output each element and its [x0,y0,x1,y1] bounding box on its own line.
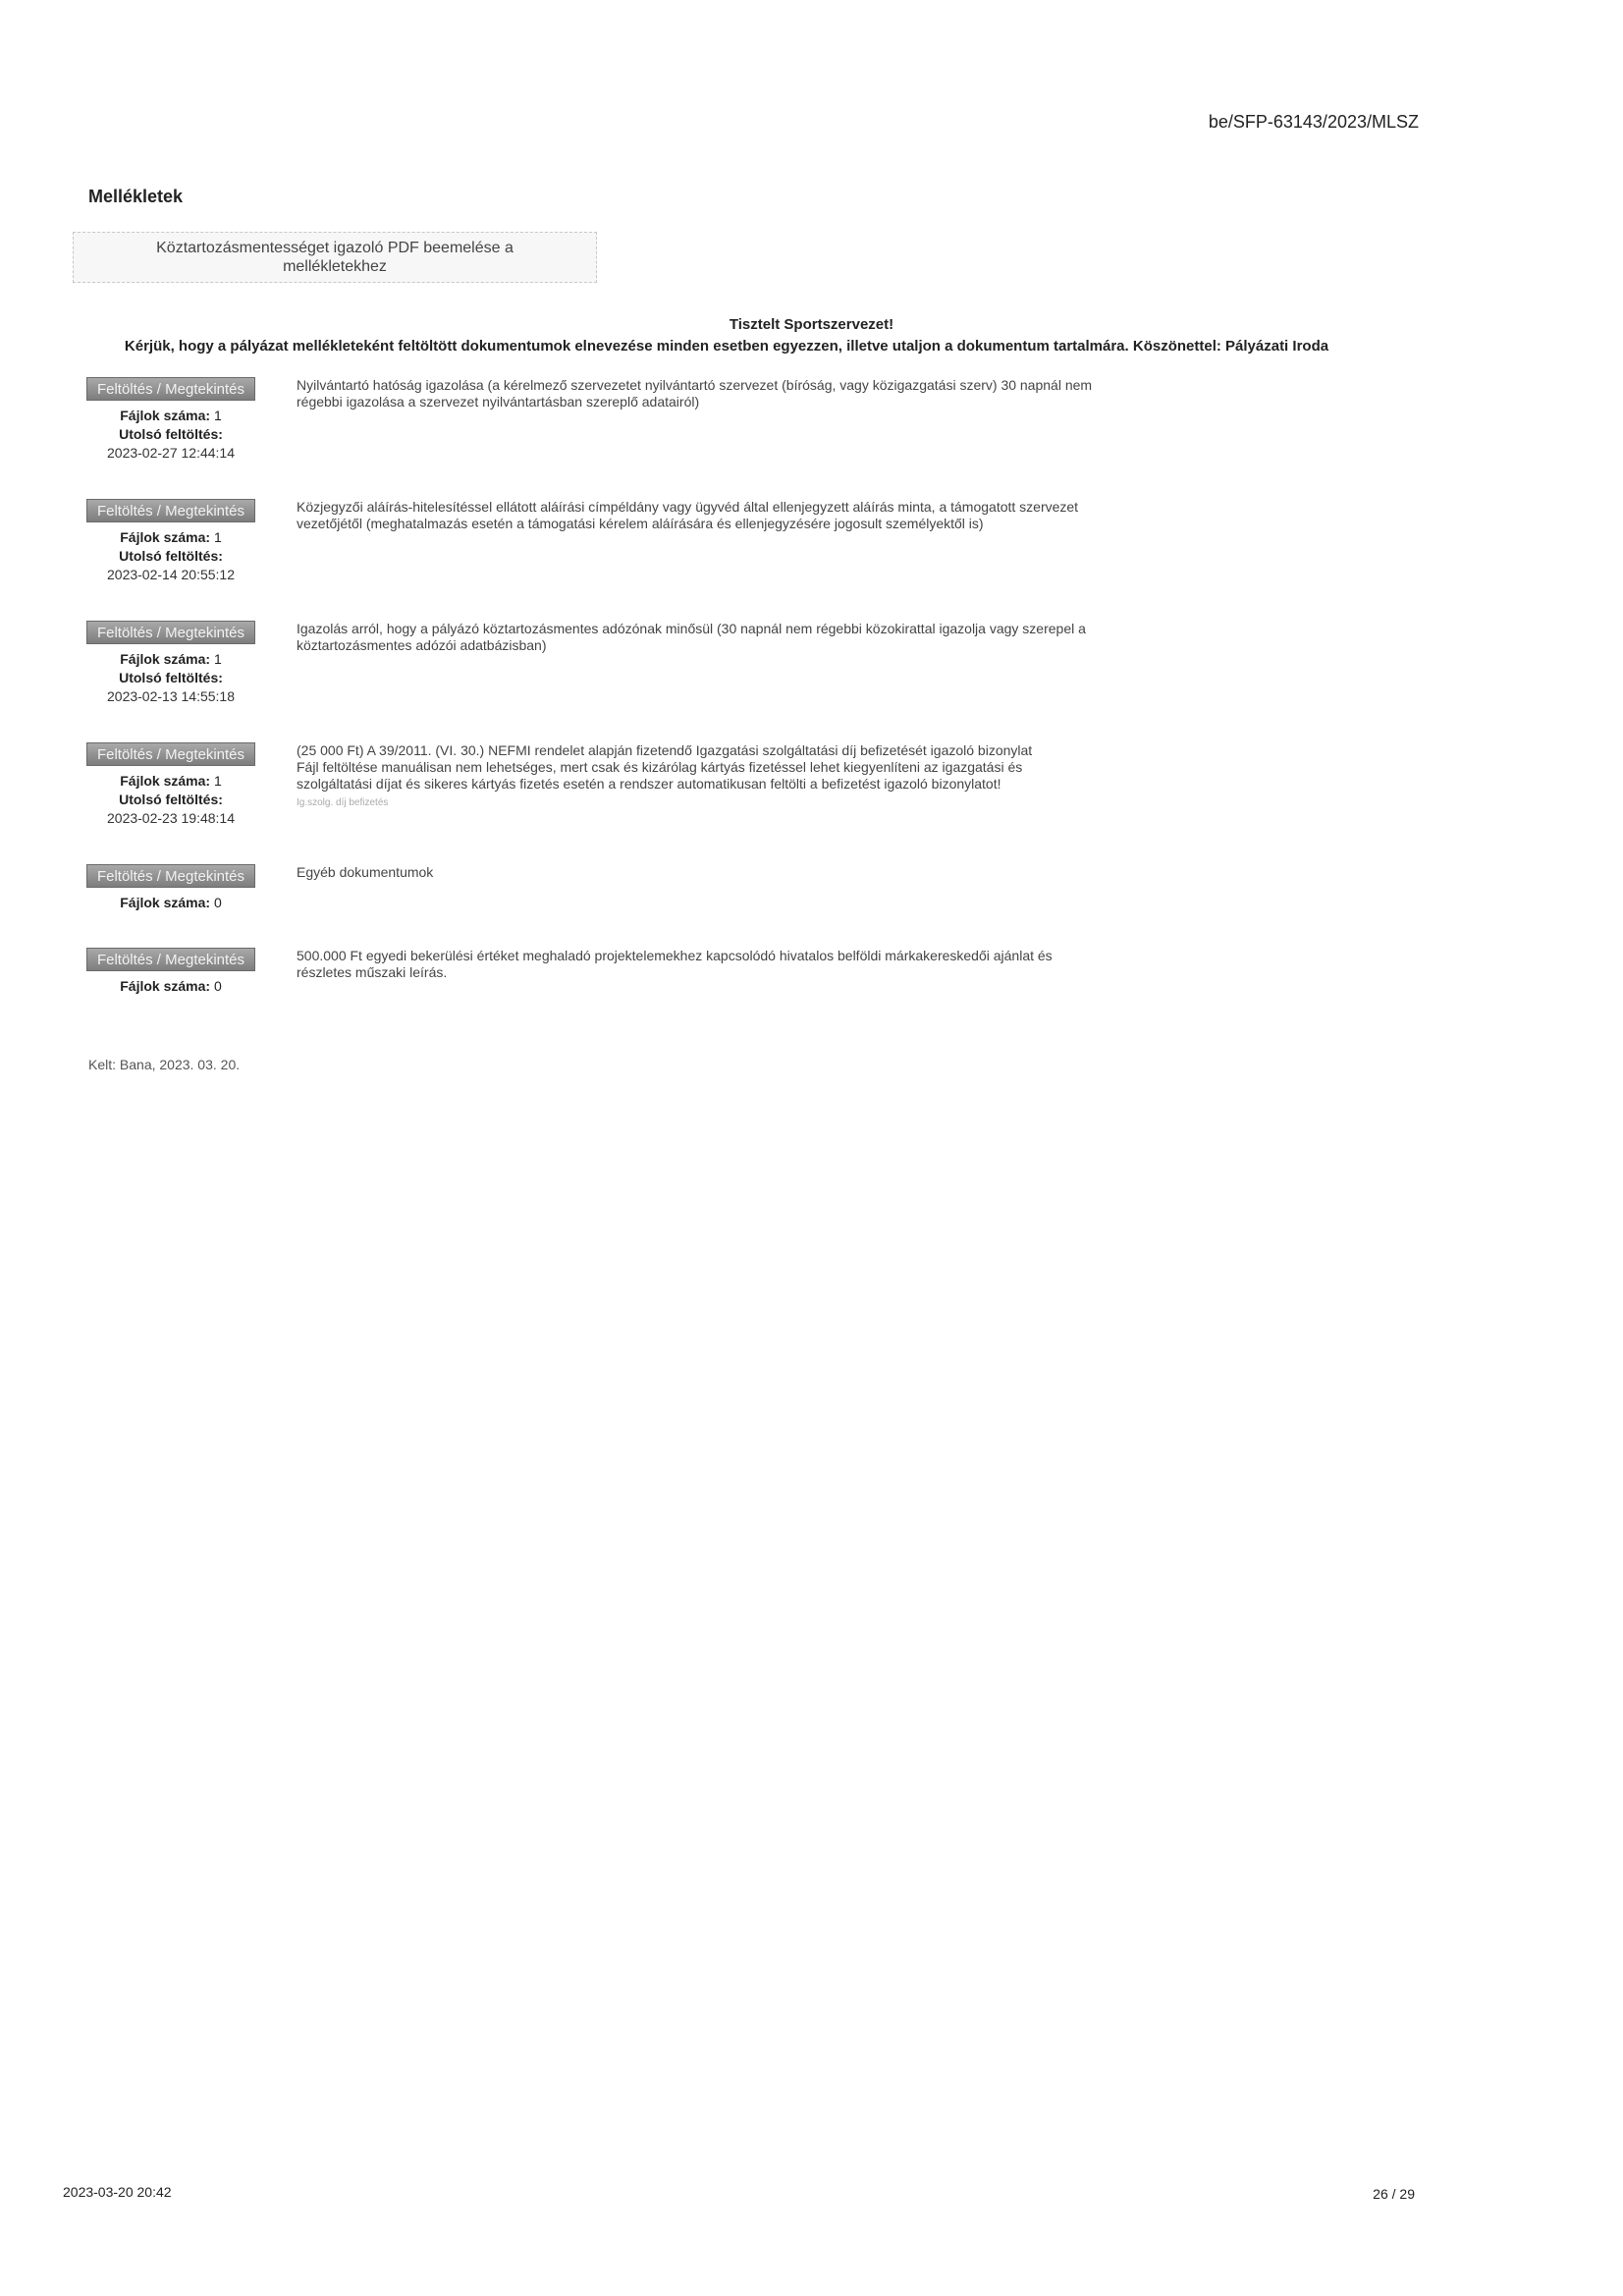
attachment-row [86,948,1216,1031]
files-count [86,407,255,425]
description-line: Nyilvántartó hatóság igazolása (a kérelmező szervezetet nyilvántartó szervezet (bíróság, vagy közigazgatási szerv) 30 napnál nem [297,377,1093,393]
files-count [86,977,255,996]
attachment-description [297,864,1200,881]
description-line: Fájl feltöltése manuálisan nem lehetséges, mert csak és kizárólag kártyás fizetéssel lehet kiegyenlíteni az igazgatási és [297,759,1023,775]
description-line: 500.000 Ft egyedi bekerülési értéket meghaladó projektelemekhez kapcsolódó hivatalos belföldi márkakereskedői ajánlat és [297,948,1053,963]
description-line: részletes műszaki leírás. [297,964,448,980]
files-count-label: Fájlok száma: [120,895,211,910]
last-upload-date: 2023-02-14 20:55:12 [107,567,235,582]
pdf-import-button-label-line2: mellékletekhez [283,258,387,275]
attachment-description [297,742,1200,811]
attachment-meta [86,621,255,706]
upload-view-button[interactable]: Feltöltés / Megtekintés [86,621,255,644]
files-count [86,528,255,547]
files-count-value: 0 [213,978,222,994]
pdf-import-button[interactable] [73,232,597,283]
attachment-row [86,621,1216,742]
attachment-row [86,742,1216,864]
uploaded-file-link[interactable]: Ig.szolg. díj befizetés [297,797,389,808]
files-count [86,894,255,912]
last-upload-date: 2023-02-13 14:55:18 [107,688,235,704]
upload-view-button[interactable]: Feltöltés / Megtekintés [86,948,255,971]
files-count-label: Fájlok száma: [120,978,211,994]
upload-view-button[interactable]: Feltöltés / Megtekintés [86,742,255,766]
attachment-description [297,377,1200,410]
pdf-import-button-label-line1: Köztartozásmentességet igazoló PDF beemelése a [156,240,514,256]
files-count-label: Fájlok száma: [120,529,211,545]
description-line: köztartozásmentes adózói adatbázisban) [297,637,547,653]
last-upload-label: Utolsó feltöltés: [119,670,223,685]
greeting: Tisztelt Sportszervezet! [729,316,894,333]
upload-view-button[interactable]: Feltöltés / Megtekintés [86,864,255,888]
last-upload-label: Utolsó feltöltés: [119,548,223,564]
files-count [86,650,255,669]
section-title: Mellékletek [88,187,184,206]
files-count-value: 1 [213,408,222,423]
last-upload-date: 2023-02-23 19:48:14 [107,810,235,826]
files-count-label: Fájlok száma: [120,651,211,667]
files-count-label: Fájlok száma: [120,773,211,789]
description-line: Igazolás arról, hogy a pályázó köztartozásmentes adózónak minősül (30 napnál nem régebbi közokirattal igazolja vagy szerepel a [297,621,1086,636]
description-line: régebbi igazolása a szervezet nyilvántartásban szereplő adatairól) [297,394,700,410]
signed-place-date: Kelt: Bana, 2023. 03. 20. [88,1057,241,1072]
attachment-meta [86,742,255,828]
upload-view-button[interactable]: Feltöltés / Megtekintés [86,377,255,401]
attachment-row [86,864,1216,948]
description-line: Egyéb dokumentumok [297,864,434,880]
attachments-list [86,377,1216,1031]
files-count-value: 1 [213,529,222,545]
description-line: szolgáltatási díjat és sikeres kártyás fizetés esetén a rendszer automatikusan feltölti a befizetést igazoló bizonylatot! [297,776,1001,792]
document-reference: be/SFP-63143/2023/MLSZ [1208,112,1419,132]
attachment-row [86,499,1216,621]
notice-text: Kérjük, hogy a pályázat mellékleteként feltöltött dokumentumok elnevezése minden esetben egyezzen, illetve utaljon a dokumentum tartalmára. Köszönettel: Pályázati Iroda [124,338,1329,355]
files-count-value: 1 [213,773,222,789]
attachment-meta [86,948,255,996]
attachment-row [86,377,1216,499]
attachment-description [297,621,1200,654]
last-upload-label: Utolsó feltöltés: [119,792,223,807]
description-line: vezetőjétől (meghatalmazás esetén a támogatási kérelem aláírására és ellenjegyzésére jogosult személyektől is) [297,516,984,531]
files-count-value: 0 [213,895,222,910]
attachment-description [297,499,1200,532]
last-upload-date: 2023-02-27 12:44:14 [107,445,235,461]
attachment-meta [86,377,255,463]
files-count [86,772,255,791]
upload-view-button[interactable]: Feltöltés / Megtekintés [86,499,255,522]
footer-print-date: 2023-03-20 20:42 [63,2184,172,2200]
description-line: Közjegyzői aláírás-hitelesítéssel ellátott aláírási címpéldány vagy ügyvéd által ellenjegyzett aláírás minta, a támogatott szervezet [297,499,1079,515]
files-count-label: Fájlok száma: [120,408,211,423]
attachment-meta [86,864,255,912]
description-line: (25 000 Ft) A 39/2011. (VI. 30.) NEFMI rendelet alapján fizetendő Igazgatási szolgáltatási díj befizetését igazoló bizonylat [297,742,1033,758]
attachment-description [297,948,1200,981]
footer-page-number: 26 / 29 [1373,2186,1415,2202]
last-upload-label: Utolsó feltöltés: [119,426,223,442]
files-count-value: 1 [213,651,222,667]
attachment-meta [86,499,255,584]
